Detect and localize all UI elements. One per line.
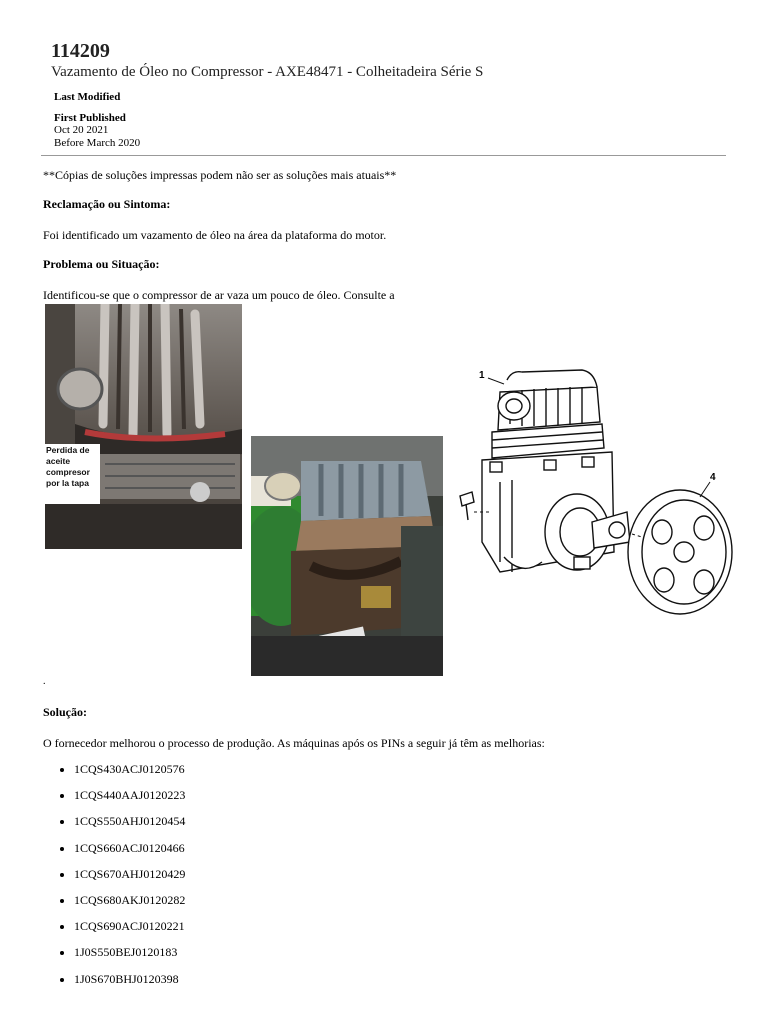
diagram-callout-1: 1 — [479, 370, 485, 381]
problem-heading: Problema ou Situação: — [43, 257, 160, 271]
solution-text: O fornecedor melhorou o processo de produção. As máquinas após os PINs a seguir já têm as melhorias: — [43, 736, 545, 750]
disclaimer-text: **Cópias de soluções impressas podem não ser as soluções mais atuais** — [43, 168, 397, 182]
leak-label-line: compresor — [46, 467, 90, 477]
pin-list-item: • 1CQS690ACJ0120221 — [74, 917, 185, 943]
complaint-heading: Reclamação ou Sintoma: — [43, 197, 171, 211]
leak-label-line: Perdida de — [46, 445, 90, 455]
compressor-exploded-diagram — [452, 362, 734, 624]
pin-list-item: • 1J0S670BHJ0120398 — [74, 970, 185, 996]
pin-list-item: • 1CQS670AHJ0120429 — [74, 865, 185, 891]
first-published-label: First Published — [54, 112, 126, 124]
pin-list-item: • 1CQS680AKJ0120282 — [74, 891, 185, 917]
before-date: Before March 2020 — [54, 137, 141, 149]
leak-label-line: aceite — [46, 456, 71, 466]
compressor-photo-2-art — [251, 436, 443, 676]
last-modified-label: Last Modified — [54, 91, 121, 103]
compressor-leak-photo-1 — [45, 304, 242, 549]
separator-dot: . — [43, 676, 46, 687]
pin-list — [52, 760, 185, 996]
complaint-text: Foi identificado um vazamento de óleo na área da plataforma do motor. — [43, 228, 387, 242]
diagram-callout-4: 4 — [710, 472, 716, 483]
leak-label-line: por la tapa — [46, 478, 89, 488]
compressor-photo-1-art — [45, 304, 242, 549]
solution-heading: Solução: — [43, 705, 88, 719]
header-divider — [41, 155, 726, 156]
pin-list-item: • 1J0S550BEJ0120183 — [74, 943, 185, 969]
first-published-date: Oct 20 2021 — [54, 124, 109, 136]
pin-list-item: • 1CQS550AHJ0120454 — [74, 812, 185, 838]
pin-list-item: • 1CQS430ACJ0120576 — [74, 760, 185, 786]
diagram-art — [452, 362, 734, 624]
document-title: Vazamento de Óleo no Compressor - AXE48471 - Colheitadeira Série S — [51, 64, 484, 80]
problem-text: Identificou-se que o compressor de ar vaza um pouco de óleo. Consulte a — [43, 288, 395, 302]
pin-list-item: • 1CQS440AAJ0120223 — [74, 786, 185, 812]
compressor-leak-photo-2 — [251, 436, 443, 676]
pin-list-item: • 1CQS660ACJ0120466 — [74, 839, 185, 865]
leak-photo-label — [46, 445, 100, 489]
document-number: 114209 — [51, 40, 110, 62]
